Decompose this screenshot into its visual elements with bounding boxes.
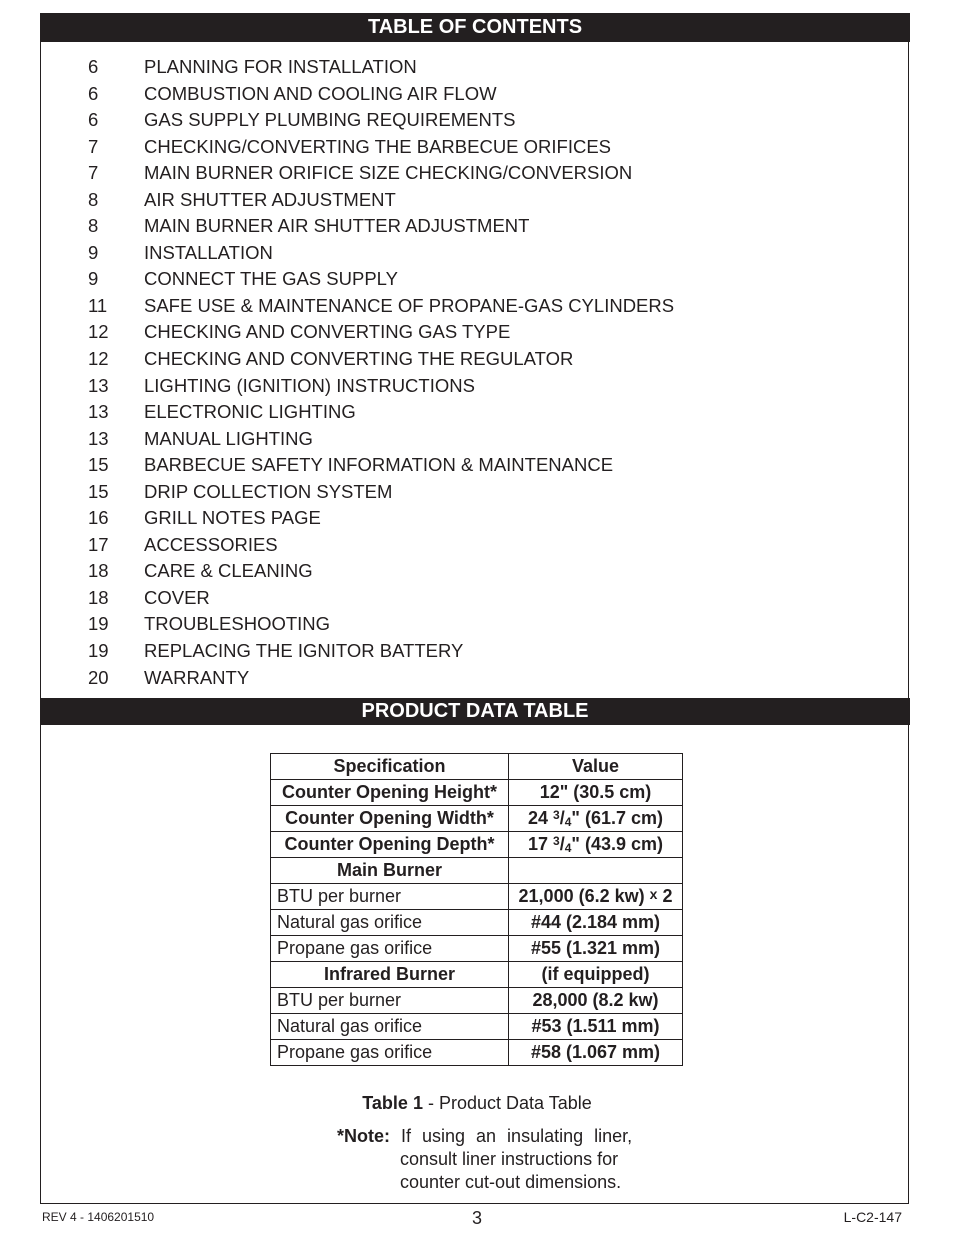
- toc-page-number: 12: [88, 348, 109, 370]
- table-row: [271, 988, 683, 1014]
- toc-page-number: 19: [88, 640, 109, 662]
- value-count: 2: [662, 886, 673, 906]
- toc-entry: [88, 160, 888, 187]
- toc-entry: [88, 240, 888, 267]
- spec-label: Natural gas orifice: [271, 910, 509, 936]
- toc-page-number: 11: [88, 294, 108, 316]
- toc-entry: [88, 638, 888, 665]
- note-line: If using an insulating liner,: [390, 1126, 633, 1146]
- note-label: *Note:: [337, 1126, 390, 1146]
- spec-value: #55 (1.321 mm): [509, 936, 683, 962]
- toc-page-number: 15: [88, 480, 109, 502]
- toc-entry-title: REPLACING THE IGNITOR BATTERY: [144, 640, 464, 662]
- spec-value: 12" (30.5 cm): [509, 780, 683, 806]
- toc-entry: [88, 54, 888, 81]
- times-sign: x: [649, 886, 658, 902]
- toc-entry-title: SAFE USE & MAINTENANCE OF PROPANE-GAS CYLINDERS: [144, 294, 675, 316]
- toc-entry: [88, 479, 888, 506]
- table-row: [271, 1040, 683, 1066]
- toc-entry: [88, 81, 888, 108]
- toc-entry-title: BARBECUE SAFETY INFORMATION & MAINTENANCE: [144, 454, 614, 476]
- toc-entry: [88, 505, 888, 532]
- revision-label: REV 4 - 1406201510: [42, 1210, 155, 1224]
- fraction-numerator: 3: [553, 808, 560, 822]
- caption-text: - Product Data Table: [422, 1093, 592, 1113]
- table-row: [271, 858, 683, 884]
- toc-entry-title: COMBUSTION AND COOLING AIR FLOW: [144, 82, 497, 104]
- spec-label: BTU per burner: [271, 988, 509, 1014]
- table-row: [271, 806, 683, 832]
- spec-label: Counter Opening Depth*: [271, 832, 509, 858]
- toc-entry-title: ACCESSORIES: [144, 533, 278, 555]
- toc-page-number: 13: [88, 401, 109, 423]
- value-main: 21,000 (6.2 kw): [518, 886, 645, 906]
- toc-entry: [88, 319, 888, 346]
- table-header-row: [271, 754, 683, 780]
- toc-page-number: 18: [88, 560, 109, 582]
- caption-label: Table 1: [362, 1093, 423, 1113]
- toc-list: [88, 54, 888, 691]
- spec-label: BTU per burner: [271, 884, 509, 910]
- toc-page-number: 9: [88, 268, 99, 290]
- spec-value: #44 (2.184 mm): [509, 910, 683, 936]
- toc-entry: [88, 213, 888, 240]
- toc-entry: [88, 452, 888, 479]
- toc-entry-title: WARRANTY: [144, 666, 250, 688]
- toc-entry-title: CARE & CLEANING: [144, 560, 313, 582]
- toc-page-number: 19: [88, 613, 109, 635]
- note-block: [337, 1125, 637, 1194]
- spec-label: Natural gas orifice: [271, 1014, 509, 1040]
- toc-entry-title: CONNECT THE GAS SUPPLY: [144, 268, 398, 290]
- toc-entry-title: CHECKING AND CONVERTING THE REGULATOR: [144, 348, 574, 370]
- toc-page-number: 8: [88, 188, 99, 210]
- spec-value: [509, 884, 683, 910]
- toc-page-number: 13: [88, 374, 109, 396]
- toc-entry-title: DRIP COLLECTION SYSTEM: [144, 480, 393, 502]
- document-id: L-C2-147: [843, 1209, 902, 1225]
- spec-value: 24 $^3/_4$" (61.7 cm): [509, 806, 683, 832]
- spec-label: Counter Opening Height*: [271, 780, 509, 806]
- toc-page-number: 20: [88, 666, 109, 688]
- table-row: [271, 832, 683, 858]
- toc-page-number: 12: [88, 321, 109, 343]
- toc-entry: [88, 266, 888, 293]
- product-data-heading: PRODUCT DATA TABLE: [40, 698, 910, 725]
- toc-entry: [88, 107, 888, 134]
- toc-page-number: 15: [88, 454, 109, 476]
- note-line: consult liner instructions for: [400, 1149, 619, 1169]
- spec-value: 17 $^3/_4$" (43.9 cm): [509, 832, 683, 858]
- table-caption: [0, 1093, 954, 1114]
- toc-page-number: 6: [88, 109, 99, 131]
- table-row: [271, 1014, 683, 1040]
- toc-entry: [88, 665, 888, 692]
- toc-entry-title: LIGHTING (IGNITION) INSTRUCTIONS: [144, 374, 475, 396]
- toc-entry: [88, 373, 888, 400]
- toc-heading: TABLE OF CONTENTS: [40, 13, 910, 42]
- toc-entry-title: MAIN BURNER AIR SHUTTER ADJUSTMENT: [144, 215, 530, 237]
- toc-entry-title: MAIN BURNER ORIFICE SIZE CHECKING/CONVERSION: [144, 162, 633, 184]
- toc-entry-title: CHECKING AND CONVERTING GAS TYPE: [144, 321, 511, 343]
- header-specification: Specification: [271, 754, 509, 780]
- fraction-denominator: 4: [564, 815, 572, 829]
- table-row: [271, 884, 683, 910]
- table-row: [271, 780, 683, 806]
- value-rest: " (43.9 cm): [571, 834, 663, 854]
- page-number: 3: [471, 1208, 482, 1228]
- toc-entry-title: TROUBLESHOOTING: [144, 613, 331, 635]
- spec-value: 28,000 (8.2 kw): [509, 988, 683, 1014]
- note-line: counter cut-out dimensions.: [400, 1172, 622, 1192]
- toc-entry-title: ELECTRONIC LIGHTING: [144, 401, 356, 423]
- toc-page-number: 18: [88, 586, 109, 608]
- toc-entry: [88, 426, 888, 453]
- fraction-denominator: 4: [564, 841, 572, 855]
- toc-entry-title: COVER: [144, 586, 210, 608]
- toc-page-number: 6: [88, 56, 99, 77]
- toc-entry-title: AIR SHUTTER ADJUSTMENT: [144, 188, 396, 210]
- toc-entry: [88, 134, 888, 161]
- spec-label: Propane gas orifice: [271, 936, 509, 962]
- section-label: Infrared Burner: [271, 962, 509, 988]
- spec-value: (if equipped): [509, 962, 683, 988]
- spec-value: #58 (1.067 mm): [509, 1040, 683, 1066]
- toc-entry-title: GAS SUPPLY PLUMBING REQUIREMENTS: [144, 109, 516, 131]
- toc-entry: [88, 187, 888, 214]
- toc-entry: [88, 585, 888, 612]
- spec-label: Counter Opening Width*: [271, 806, 509, 832]
- spec-value: #53 (1.511 mm): [509, 1014, 683, 1040]
- toc-page-number: 16: [88, 507, 109, 529]
- toc-entry-title: INSTALLATION: [144, 241, 273, 263]
- value-rest: " (61.7 cm): [571, 808, 663, 828]
- toc-entry: [88, 293, 888, 320]
- table-row: [271, 962, 683, 988]
- spec-label: Propane gas orifice: [271, 1040, 509, 1066]
- toc-entry-title: MANUAL LIGHTING: [144, 427, 313, 449]
- spec-value: [509, 858, 683, 884]
- toc-page-number: 7: [88, 162, 99, 184]
- fraction-numerator: 3: [553, 834, 560, 848]
- toc-page-number: 8: [88, 215, 99, 237]
- toc-entry: [88, 611, 888, 638]
- toc-entry: [88, 558, 888, 585]
- section-label: Main Burner: [271, 858, 509, 884]
- toc-page-number: 17: [88, 533, 109, 555]
- table-row: [271, 936, 683, 962]
- value-whole: 24: [528, 808, 554, 828]
- header-value: Value: [509, 754, 683, 780]
- product-data-table: [270, 753, 683, 1066]
- toc-page-number: 13: [88, 427, 109, 449]
- toc-entry-title: PLANNING FOR INSTALLATION: [144, 56, 417, 77]
- toc-entry: [88, 399, 888, 426]
- toc-entry: [88, 346, 888, 373]
- toc-page-number: 6: [88, 82, 99, 104]
- toc-page-number: 9: [88, 241, 99, 263]
- toc-entry: [88, 532, 888, 559]
- toc-entry-title: GRILL NOTES PAGE: [144, 507, 321, 529]
- toc-page-number: 7: [88, 135, 99, 157]
- value-whole: 17: [528, 834, 554, 854]
- table-row: [271, 910, 683, 936]
- toc-entry-title: CHECKING/CONVERTING THE BARBECUE ORIFICES: [144, 135, 612, 157]
